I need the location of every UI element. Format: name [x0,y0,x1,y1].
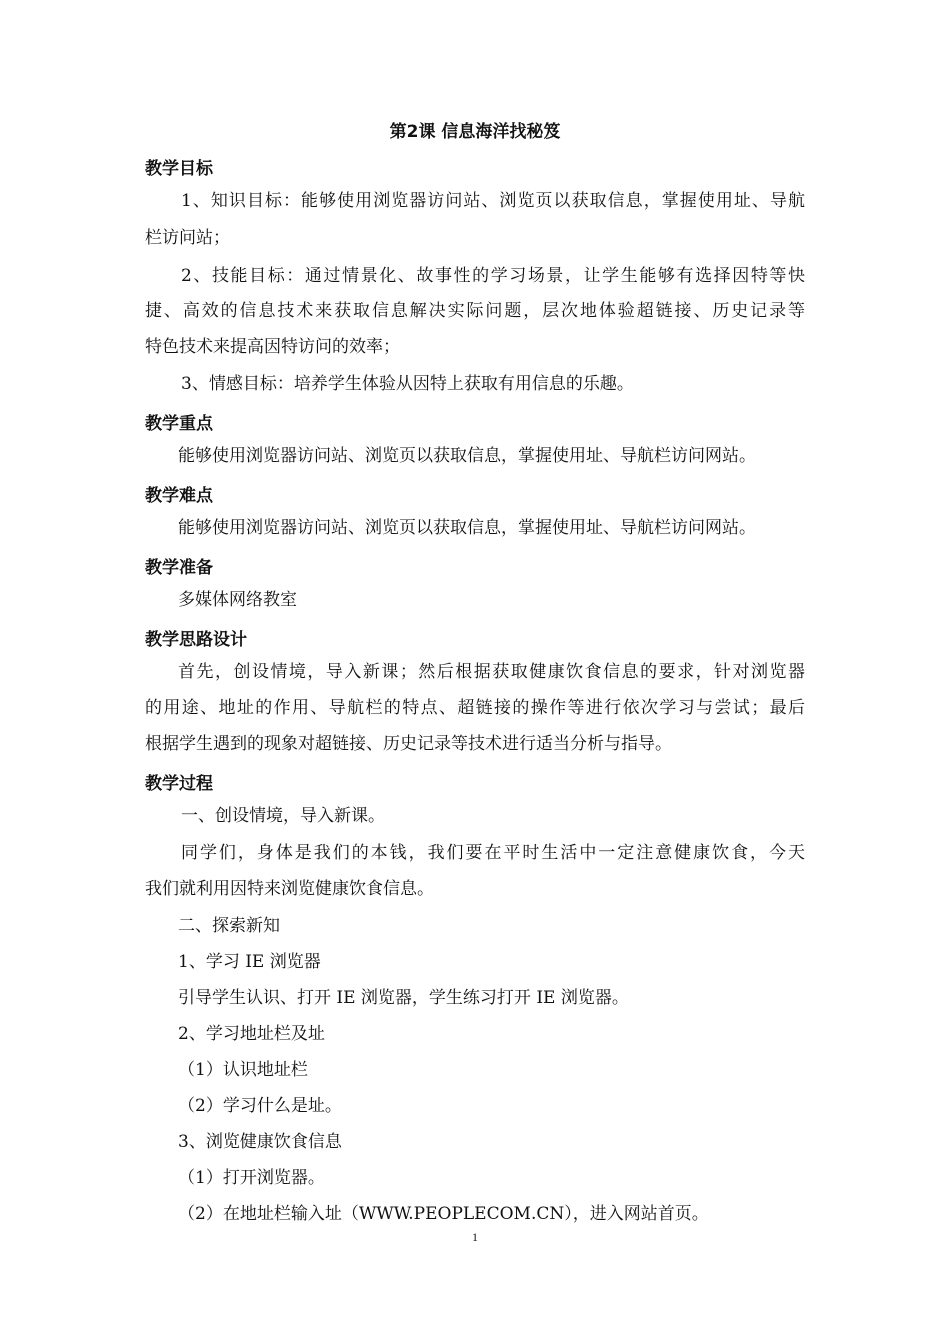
objective-line: 1、知识目标：能够使用浏览器访问站、浏览页以获取信息，掌握使用址、导航 [181,191,805,211]
heading-key-points: 教学重点 [145,414,213,434]
page-number: 1 [472,1230,478,1244]
process-line: 二、探索新知 [178,916,280,936]
heading-design: 教学思路设计 [145,630,247,650]
objective-line: 捷、高效的信息技术来获取信息解决实际问题，层次地体验超链接、历史记录等 [145,301,805,321]
process-line: 一、创设情境，导入新课。 [181,806,385,826]
objective-line: 栏访问站； [145,228,230,248]
heading-process: 教学过程 [145,774,213,794]
process-line: （1）认识地址栏 [178,1060,308,1080]
process-line: 1、学习 IE 浏览器 [178,952,321,972]
design-line: 的用途、地址的作用、导航栏的特点、超链接的操作等进行依次学习与尝试；最后 [145,698,805,718]
process-line: 3、浏览健康饮食信息 [178,1132,342,1152]
heading-objectives: 教学目标 [145,159,213,179]
design-line: 首先，创设情境，导入新课；然后根据获取健康饮食信息的要求，针对浏览器 [178,662,805,682]
process-line: 引导学生认识、打开 IE 浏览器，学生练习打开 IE 浏览器。 [178,988,629,1008]
key-points-text: 能够使用浏览器访问站、浏览页以获取信息，掌握使用址、导航栏访问网站。 [178,446,756,466]
process-line: （1）打开浏览器。 [178,1168,325,1188]
objective-line: 2、技能目标：通过情景化、故事性的学习场景，让学生能够有选择因特等快 [181,266,805,286]
objective-line: 3、情感目标：培养学生体验从因特上获取有用信息的乐趣。 [181,374,634,394]
difficulties-text: 能够使用浏览器访问站、浏览页以获取信息，掌握使用址、导航栏访问网站。 [178,518,756,538]
process-line: 2、学习地址栏及址 [178,1024,325,1044]
process-line: （2）在地址栏输入址（WWW.PEOPLECOM.CN），进入网站首页。 [178,1204,709,1224]
objective-line: 特色技术来提高因特访问的效率； [145,337,400,357]
process-line: （2）学习什么是址。 [178,1096,342,1116]
page-title: 第2课 信息海洋找秘笈 [389,122,561,142]
design-line: 根据学生遇到的现象对超链接、历史记录等技术进行适当分析与指导。 [145,734,672,754]
process-line: 我们就利用因特来浏览健康饮食信息。 [145,879,434,899]
preparation-text: 多媒体网络教室 [178,590,297,610]
process-line: 同学们，身体是我们的本钱，我们要在平时生活中一定注意健康饮食，今天 [181,843,805,863]
heading-difficulties: 教学难点 [145,486,213,506]
heading-preparation: 教学准备 [145,558,213,578]
